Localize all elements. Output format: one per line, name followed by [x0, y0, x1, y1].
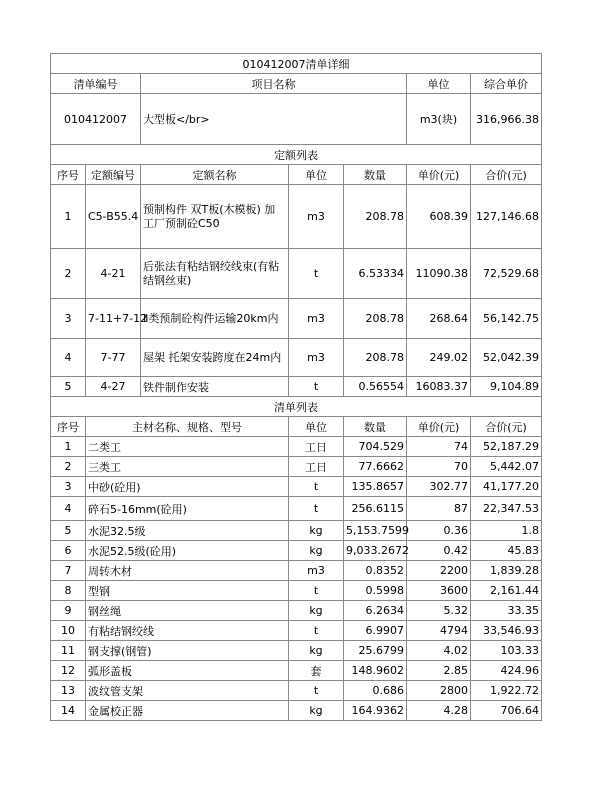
quota-header: 序号	[51, 165, 86, 185]
material-cell-unit: 套	[289, 661, 344, 681]
material-cell-name: 中砂(砼用)	[86, 477, 289, 497]
quota-row	[51, 249, 542, 299]
material-row	[51, 681, 542, 701]
material-cell-price: 4794	[407, 621, 471, 641]
material-cell-price: 87	[407, 497, 471, 521]
quota-cell-unit: t	[289, 377, 344, 397]
material-cell-total: 45.83	[471, 541, 542, 561]
material-cell-quantity: 0.5998	[344, 581, 407, 601]
material-cell-index: 1	[51, 437, 86, 457]
material-cell-index: 14	[51, 701, 86, 721]
material-cell-price: 2.85	[407, 661, 471, 681]
bill-header-row	[51, 74, 542, 94]
bill-unit: m3(块)	[407, 94, 471, 145]
quota-cell-price: 249.02	[407, 339, 471, 377]
bill-price: 316,966.38	[471, 94, 542, 145]
material-row	[51, 497, 542, 521]
material-cell-total: 33,546.93	[471, 621, 542, 641]
material-cell-index: 13	[51, 681, 86, 701]
material-cell-name: 水泥52.5级(砼用)	[86, 541, 289, 561]
quota-cell-name: Ⅱ类预制砼构件运输20km内	[141, 299, 289, 339]
quota-cell-code: 7-77	[86, 339, 141, 377]
material-row	[51, 457, 542, 477]
materials-body	[51, 437, 542, 721]
material-cell-price: 3600	[407, 581, 471, 601]
material-cell-quantity: 148.9602	[344, 661, 407, 681]
material-cell-index: 12	[51, 661, 86, 681]
material-cell-quantity: 6.9907	[344, 621, 407, 641]
quota-cell-unit: m3	[289, 339, 344, 377]
bill-title-row	[51, 54, 542, 74]
material-cell-index: 10	[51, 621, 86, 641]
quota-cell-name: 预制构件 双T板(木模板) 加工厂预制砼C50	[141, 185, 289, 249]
material-cell-unit: t	[289, 581, 344, 601]
material-cell-unit: m3	[289, 561, 344, 581]
material-cell-index: 8	[51, 581, 86, 601]
material-cell-unit: t	[289, 497, 344, 521]
quota-header: 单位	[289, 165, 344, 185]
material-cell-name: 碎石5-16mm(砼用)	[86, 497, 289, 521]
material-cell-name: 二类工	[86, 437, 289, 457]
quota-header-row	[51, 165, 542, 185]
material-cell-price: 0.36	[407, 521, 471, 541]
material-cell-unit: t	[289, 681, 344, 701]
quota-cell-name: 后张法有粘结钢绞线束(有粘结钢丝束)	[141, 249, 289, 299]
material-cell-quantity: 0.8352	[344, 561, 407, 581]
header-item-name: 项目名称	[141, 74, 407, 94]
material-row	[51, 661, 542, 681]
bill-detail-table	[50, 53, 542, 721]
material-cell-name: 水泥32.5级	[86, 521, 289, 541]
quota-cell-index: 4	[51, 339, 86, 377]
material-cell-index: 4	[51, 497, 86, 521]
quota-cell-unit: m3	[289, 185, 344, 249]
material-cell-name: 钢丝绳	[86, 601, 289, 621]
materials-title-row	[51, 397, 542, 417]
material-row	[51, 521, 542, 541]
quota-cell-code: 4-27	[86, 377, 141, 397]
material-row	[51, 561, 542, 581]
quota-cell-name: 铁件制作安装	[141, 377, 289, 397]
quota-cell-index: 3	[51, 299, 86, 339]
quota-cell-quantity: 6.53334	[344, 249, 407, 299]
material-cell-unit: kg	[289, 541, 344, 561]
bill-code: 010412007	[51, 94, 141, 145]
material-cell-price: 74	[407, 437, 471, 457]
material-cell-quantity: 5,153.7599	[344, 521, 407, 541]
material-cell-price: 2800	[407, 681, 471, 701]
material-cell-total: 2,161.44	[471, 581, 542, 601]
quota-cell-unit: t	[289, 249, 344, 299]
material-row	[51, 581, 542, 601]
quota-cell-code: C5-B55.4	[86, 185, 141, 249]
quota-cell-price: 11090.38	[407, 249, 471, 299]
quota-cell-name: 屋架 托架安装跨度在24m内	[141, 339, 289, 377]
quota-cell-total: 52,042.39	[471, 339, 542, 377]
material-cell-quantity: 164.9362	[344, 701, 407, 721]
material-cell-quantity: 0.686	[344, 681, 407, 701]
material-cell-total: 41,177.20	[471, 477, 542, 497]
quota-cell-price: 16083.37	[407, 377, 471, 397]
materials-header: 序号	[51, 417, 86, 437]
materials-header: 单位	[289, 417, 344, 437]
quota-row	[51, 339, 542, 377]
material-cell-name: 周转木材	[86, 561, 289, 581]
quota-cell-total: 9,104.89	[471, 377, 542, 397]
bill-title: 010412007清单详细	[51, 54, 542, 74]
material-cell-index: 3	[51, 477, 86, 497]
quota-row	[51, 185, 542, 249]
material-cell-total: 22,347.53	[471, 497, 542, 521]
material-cell-name: 型钢	[86, 581, 289, 601]
material-cell-unit: 工日	[289, 457, 344, 477]
quota-cell-total: 127,146.68	[471, 185, 542, 249]
material-cell-price: 4.02	[407, 641, 471, 661]
quota-cell-quantity: 208.78	[344, 339, 407, 377]
material-cell-index: 6	[51, 541, 86, 561]
materials-title: 清单列表	[51, 397, 542, 417]
quota-header: 定额名称	[141, 165, 289, 185]
material-row	[51, 641, 542, 661]
materials-header: 单价(元)	[407, 417, 471, 437]
material-cell-total: 1,922.72	[471, 681, 542, 701]
material-row	[51, 477, 542, 497]
material-cell-unit: t	[289, 621, 344, 641]
material-cell-quantity: 704.529	[344, 437, 407, 457]
material-cell-price: 302.77	[407, 477, 471, 497]
quota-cell-quantity: 208.78	[344, 299, 407, 339]
material-cell-quantity: 256.6115	[344, 497, 407, 521]
material-cell-total: 52,187.29	[471, 437, 542, 457]
materials-header: 合价(元)	[471, 417, 542, 437]
quota-cell-unit: m3	[289, 299, 344, 339]
material-cell-name: 弧形盖板	[86, 661, 289, 681]
quota-cell-quantity: 0.56554	[344, 377, 407, 397]
quota-cell-index: 5	[51, 377, 86, 397]
quota-cell-quantity: 208.78	[344, 185, 407, 249]
material-cell-total: 103.33	[471, 641, 542, 661]
material-cell-index: 11	[51, 641, 86, 661]
quota-cell-index: 2	[51, 249, 86, 299]
material-row	[51, 601, 542, 621]
material-cell-total: 1,839.28	[471, 561, 542, 581]
material-cell-price: 0.42	[407, 541, 471, 561]
table-body	[51, 54, 542, 437]
materials-header-row	[51, 417, 542, 437]
material-cell-total: 706.64	[471, 701, 542, 721]
material-cell-price: 5.32	[407, 601, 471, 621]
material-cell-quantity: 135.8657	[344, 477, 407, 497]
material-cell-unit: kg	[289, 601, 344, 621]
material-cell-name: 三类工	[86, 457, 289, 477]
material-cell-name: 金属校正器	[86, 701, 289, 721]
material-cell-name: 波纹管支架	[86, 681, 289, 701]
quota-cell-price: 608.39	[407, 185, 471, 249]
material-cell-quantity: 9,033.2672	[344, 541, 407, 561]
material-cell-index: 2	[51, 457, 86, 477]
material-cell-price: 70	[407, 457, 471, 477]
material-cell-unit: 工日	[289, 437, 344, 457]
quota-cell-price: 268.64	[407, 299, 471, 339]
material-cell-quantity: 77.6662	[344, 457, 407, 477]
quota-header: 数量	[344, 165, 407, 185]
quota-header: 定额编号	[86, 165, 141, 185]
material-row	[51, 621, 542, 641]
material-cell-total: 424.96	[471, 661, 542, 681]
material-cell-index: 9	[51, 601, 86, 621]
bill-row	[51, 94, 542, 145]
material-cell-total: 33.35	[471, 601, 542, 621]
material-cell-price: 4.28	[407, 701, 471, 721]
header-unit-price: 综合单价	[471, 74, 542, 94]
material-cell-index: 7	[51, 561, 86, 581]
quota-row	[51, 299, 542, 339]
quota-header: 合价(元)	[471, 165, 542, 185]
header-unit: 单位	[407, 74, 471, 94]
material-cell-price: 2200	[407, 561, 471, 581]
quota-title: 定额列表	[51, 145, 542, 165]
material-cell-name: 钢支撑(钢管)	[86, 641, 289, 661]
material-row	[51, 437, 542, 457]
material-row	[51, 541, 542, 561]
quota-cell-code: 4-21	[86, 249, 141, 299]
materials-header: 数量	[344, 417, 407, 437]
material-cell-quantity: 6.2634	[344, 601, 407, 621]
material-cell-index: 5	[51, 521, 86, 541]
quota-header: 单价(元)	[407, 165, 471, 185]
quota-cell-code: 7-11+7-12	[86, 299, 141, 339]
material-cell-name: 有粘结钢绞线	[86, 621, 289, 641]
material-cell-quantity: 25.6799	[344, 641, 407, 661]
material-cell-unit: kg	[289, 641, 344, 661]
quota-cell-index: 1	[51, 185, 86, 249]
material-cell-total: 5,442.07	[471, 457, 542, 477]
material-cell-unit: kg	[289, 521, 344, 541]
quota-title-row	[51, 145, 542, 165]
material-cell-unit: t	[289, 477, 344, 497]
material-cell-total: 1.8	[471, 521, 542, 541]
header-bill-code: 清单编号	[51, 74, 141, 94]
quota-row	[51, 377, 542, 397]
quota-cell-total: 72,529.68	[471, 249, 542, 299]
bill-name: 大型板</br>	[141, 94, 407, 145]
material-cell-unit: kg	[289, 701, 344, 721]
quota-cell-total: 56,142.75	[471, 299, 542, 339]
material-row	[51, 701, 542, 721]
materials-header: 主材名称、规格、型号	[86, 417, 289, 437]
